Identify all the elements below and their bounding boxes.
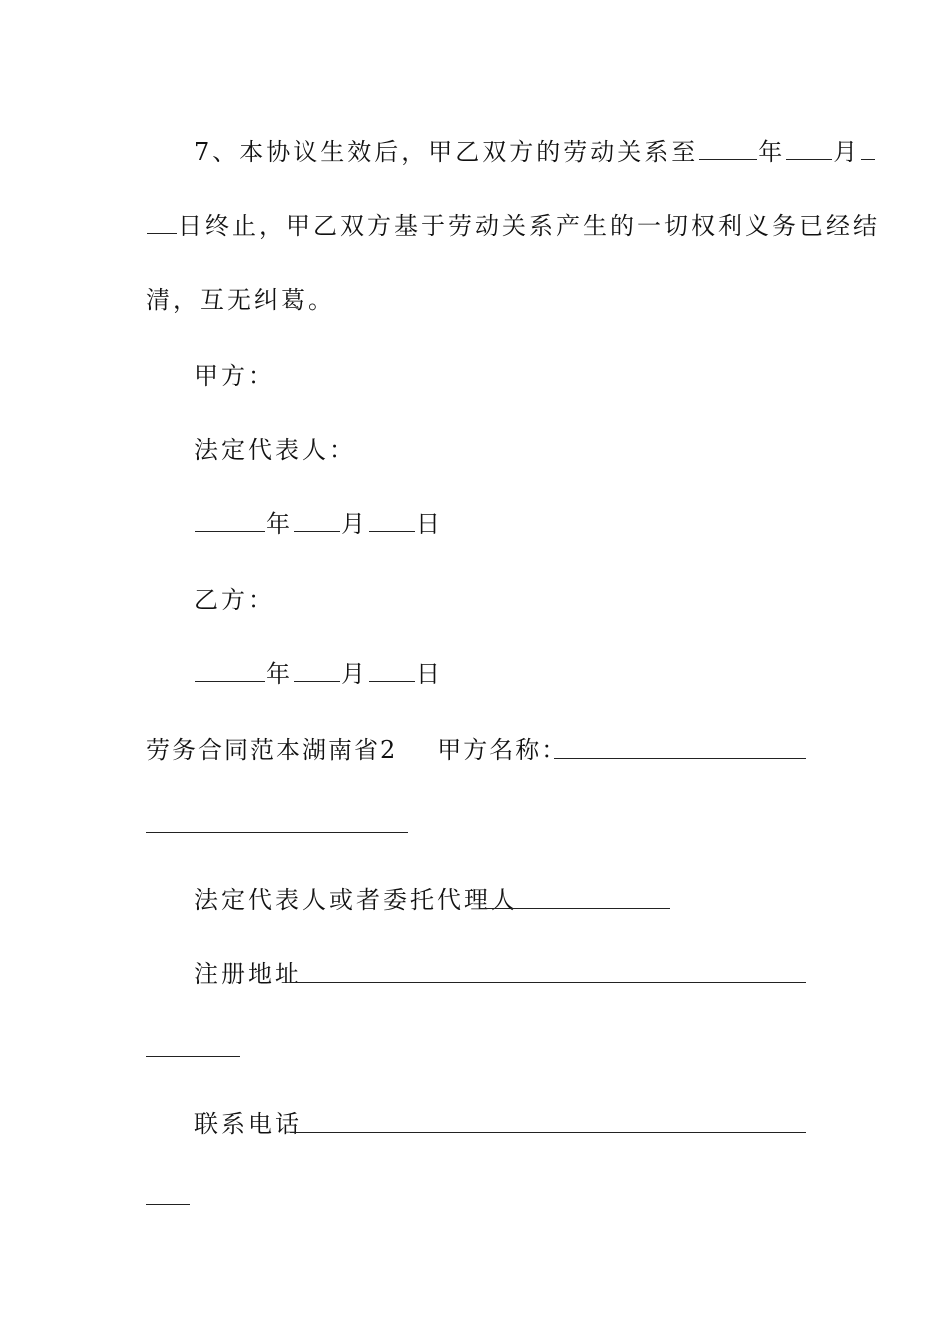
party-a-year-label: 年 bbox=[266, 510, 293, 538]
day-blank-end bbox=[147, 211, 177, 234]
legal-rep-agent-blank bbox=[480, 908, 670, 909]
party-a-text: 甲方： bbox=[194, 362, 275, 390]
clause-7-text-3: 清，互无纠葛。 bbox=[146, 286, 335, 314]
clause-7-text-2: 日终止，甲乙双方基于劳动关系产生的一切权利义务已经结 bbox=[178, 212, 880, 240]
party-a-day-blank bbox=[369, 509, 415, 532]
phone-line bbox=[194, 1108, 806, 1140]
phone-blank bbox=[290, 1132, 806, 1133]
legal-rep-agent-label: 法定代表人或者委托代理人 bbox=[194, 886, 518, 914]
clause-7-line-3 bbox=[146, 284, 806, 316]
party-b-label bbox=[194, 584, 806, 616]
phone-blank-cont bbox=[146, 1204, 190, 1205]
month-blank bbox=[786, 137, 832, 160]
party-b-month-label: 月 bbox=[341, 660, 368, 688]
contract-2-heading-line bbox=[146, 734, 806, 766]
party-a-day-label: 日 bbox=[416, 510, 443, 538]
party-b-day-label: 日 bbox=[416, 660, 443, 688]
day-blank-start bbox=[861, 137, 875, 160]
party-a-legal-rep bbox=[194, 434, 806, 466]
party-a-name-label: 甲方名称： bbox=[437, 736, 568, 764]
year-label: 年 bbox=[758, 138, 786, 166]
address-label: 注册地址 bbox=[194, 960, 302, 988]
party-a-month-label: 月 bbox=[341, 510, 368, 538]
contract-2-heading: 劳务合同范本湖南省2 bbox=[146, 736, 398, 764]
party-b-month-blank bbox=[294, 659, 340, 682]
month-label: 月 bbox=[833, 138, 861, 166]
party-a-label bbox=[194, 360, 806, 392]
address-blank-cont bbox=[146, 1056, 240, 1057]
party-b-year-label: 年 bbox=[266, 660, 293, 688]
phone-label: 联系电话 bbox=[194, 1110, 302, 1138]
party-a-date-line bbox=[194, 508, 806, 540]
clause-7-text: 7、本协议生效后，甲乙双方的劳动关系至 bbox=[194, 138, 699, 166]
party-b-date-line bbox=[194, 658, 806, 690]
party-b-year-blank bbox=[195, 659, 265, 682]
party-a-month-blank bbox=[294, 509, 340, 532]
party-b-day-blank bbox=[369, 659, 415, 682]
clause-7-line-1 bbox=[194, 136, 861, 168]
year-blank bbox=[699, 137, 757, 160]
address-blank bbox=[290, 982, 806, 983]
party-a-name-blank-cont bbox=[146, 832, 408, 833]
legal-rep-text: 法定代表人： bbox=[194, 436, 356, 464]
party-a-name-blank bbox=[554, 758, 806, 759]
party-b-text: 乙方： bbox=[194, 586, 275, 614]
clause-7-line-2 bbox=[146, 210, 880, 242]
party-a-year-blank bbox=[195, 509, 265, 532]
address-line bbox=[194, 958, 806, 990]
legal-rep-agent-line bbox=[194, 884, 806, 916]
